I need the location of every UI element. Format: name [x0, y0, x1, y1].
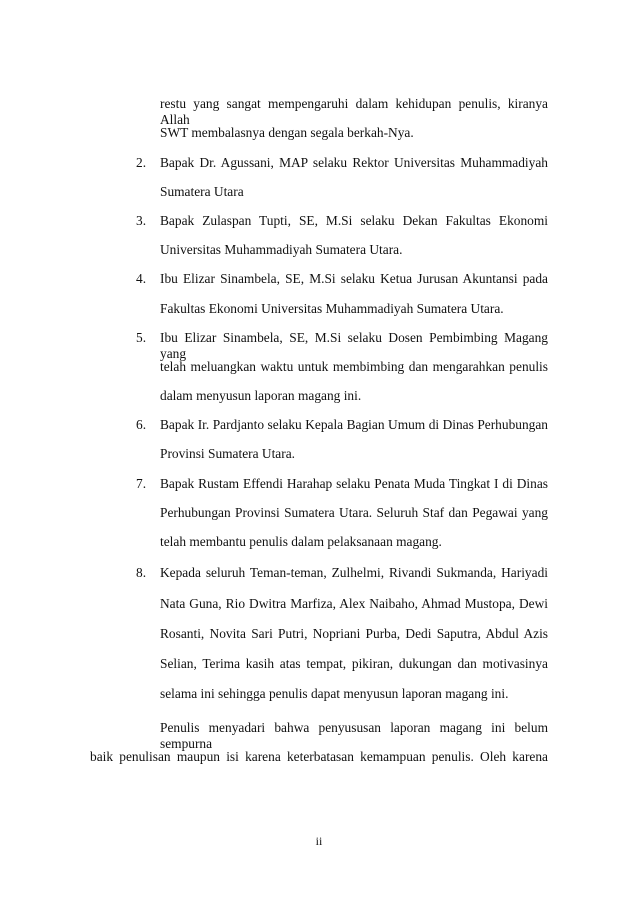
text-line: Sumatera Utara	[160, 184, 244, 199]
paragraph-first-line: Penulis menyadari bahwa penyususan laporan magang ini belum sempurna	[160, 720, 548, 751]
text-line: SWT membalasnya dengan segala berkah-Nya.	[160, 125, 414, 140]
text-line: telah meluangkan waktu untuk membimbing dan mengarahkan penulis	[160, 359, 548, 374]
text-line: Kepada seluruh Teman-teman, Zulhelmi, Rivandi Sukmanda, Hariyadi	[160, 565, 548, 580]
text-line: selama ini sehingga penulis dapat menyusun laporan magang ini.	[160, 686, 509, 701]
list-number: 5.	[136, 330, 147, 345]
text-line: Ibu Elizar Sinambela, SE, M.Si selaku Ketua Jurusan Akuntansi pada	[160, 271, 548, 286]
text-line: dalam menyusun laporan magang ini.	[160, 388, 362, 403]
text-line: Ibu Elizar Sinambela, SE, M.Si selaku Dosen Pembimbing Magang yang	[160, 330, 548, 361]
list-number: 2.	[136, 155, 147, 170]
text-line: baik penulisan maupun isi karena keterbatasan kemampuan penulis. Oleh karena	[90, 749, 548, 764]
text-line: Bapak Zulaspan Tupti, SE, M.Si selaku Dekan Fakultas Ekonomi	[160, 213, 548, 228]
text-line: Bapak Rustam Effendi Harahap selaku Penata Muda Tingkat I di Dinas	[160, 476, 548, 491]
text-line: Perhubungan Provinsi Sumatera Utara. Seluruh Staf dan Pegawai yang	[160, 505, 548, 520]
list-number: 6.	[136, 417, 147, 432]
text-line: Selian, Terima kasih atas tempat, pikiran, dukungan dan motivasinya	[160, 656, 548, 671]
text-line: Bapak Dr. Agussani, MAP selaku Rektor Universitas Muhammadiyah	[160, 155, 548, 170]
list-number: 8.	[136, 565, 147, 580]
text-line: restu yang sangat mempengaruhi dalam kehidupan penulis, kiranya Allah	[160, 96, 548, 127]
text-line: telah membantu penulis dalam pelaksanaan magang.	[160, 534, 442, 549]
text-line: Rosanti, Novita Sari Putri, Nopriani Purba, Dedi Saputra, Abdul Azis	[160, 626, 548, 641]
list-number: 3.	[136, 213, 147, 228]
list-number: 4.	[136, 271, 147, 286]
text-line: Bapak Ir. Pardjanto selaku Kepala Bagian Umum di Dinas Perhubungan	[160, 417, 548, 432]
text-line: Universitas Muhammadiyah Sumatera Utara.	[160, 242, 403, 257]
text-line: Nata Guna, Rio Dwitra Marfiza, Alex Naibaho, Ahmad Mustopa, Dewi	[160, 596, 548, 611]
page-number: ii	[315, 834, 323, 848]
text-line: Fakultas Ekonomi Universitas Muhammadiyah Sumatera Utara.	[160, 301, 504, 316]
list-number: 7.	[136, 476, 147, 491]
text-line: Provinsi Sumatera Utara.	[160, 446, 295, 461]
